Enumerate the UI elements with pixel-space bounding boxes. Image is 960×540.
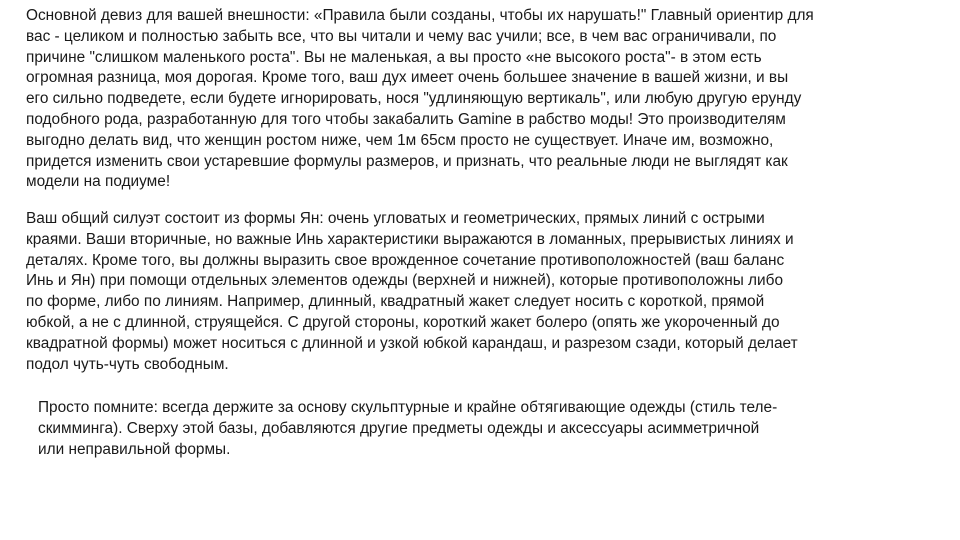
text-line: квадратной формы) может носиться с длинной и узкой юбкой карандаш, и разрезом сзади, который делает [26,334,798,352]
text-line: подобного рода, разработанную для того чтобы закабалить Gamine в рабство моды! Это производителям [26,110,786,128]
paragraph-reminder [38,398,918,460]
text-line: его сильно подведете, если будете игнорировать, нося "удлиняющую вертикаль", или любую другую ерунду [26,90,802,108]
paragraph-intro [26,6,948,193]
text-line: Инь и Ян) при помощи отдельных элементов одежды (верхней и нижней), которые противоположны либо [26,272,784,290]
paragraph-silhouette [26,209,941,375]
text-line: скимминга). Сверху этой базы, добавляются другие предметы одежды и аксессуары асимметричной [38,419,760,437]
text-line: деталях. Кроме того, вы должны выразить свое врожденное сочетание противоположностей (ваш баланс [26,251,785,269]
text-line: придется изменить свои устаревшие формулы размеров, и признать, что реальные люди не выглядят как [26,152,788,170]
text-line: юбкой, а не с длинной, струящейся. С другой стороны, короткий жакет болеро (опять же укороченный до [26,313,780,331]
text-line: или неправильной формы. [38,440,231,458]
text-line: выгодно делать вид, что женщин ростом ниже, чем 1м 65см просто не существует. Иначе им, возможно, [26,131,774,149]
text-line: подол чуть-чуть свободным. [26,355,229,373]
text-line: Просто помните: всегда держите за основу скульптурные и крайне обтягивающие одежды (стиль теле- [38,399,778,416]
text-line: огромная разница, моя дорогая. Кроме того, ваш дух имеет очень большее значение в вашей жизни, и вы [26,69,789,87]
text-line: Основной девиз для вашей внешности: «Правила были созданы, чтобы их нарушать!" Главный ориентир для [26,7,814,24]
text-line: модели на подиуме! [26,173,171,191]
text-line: вас - целиком и полностью забыть все, что вы читали и чему вас учили; все, в чем вас ограничивали, по [26,27,777,45]
text-line: краями. Ваши вторичные, но важные Инь характеристики выражаются в ломанных, прерывистых линиях и [26,230,794,248]
text-line: Ваш общий силуэт состоит из формы Ян: очень угловатых и геометрических, прямых линий с острыми [26,210,765,227]
text-line: причине "слишком маленького роста". Вы не маленькая, а вы просто «не высокого роста"- в этом есть [26,48,762,66]
text-line: по форме, либо по линиям. Например, длинный, квадратный жакет следует носить с короткой, прямой [26,293,765,311]
